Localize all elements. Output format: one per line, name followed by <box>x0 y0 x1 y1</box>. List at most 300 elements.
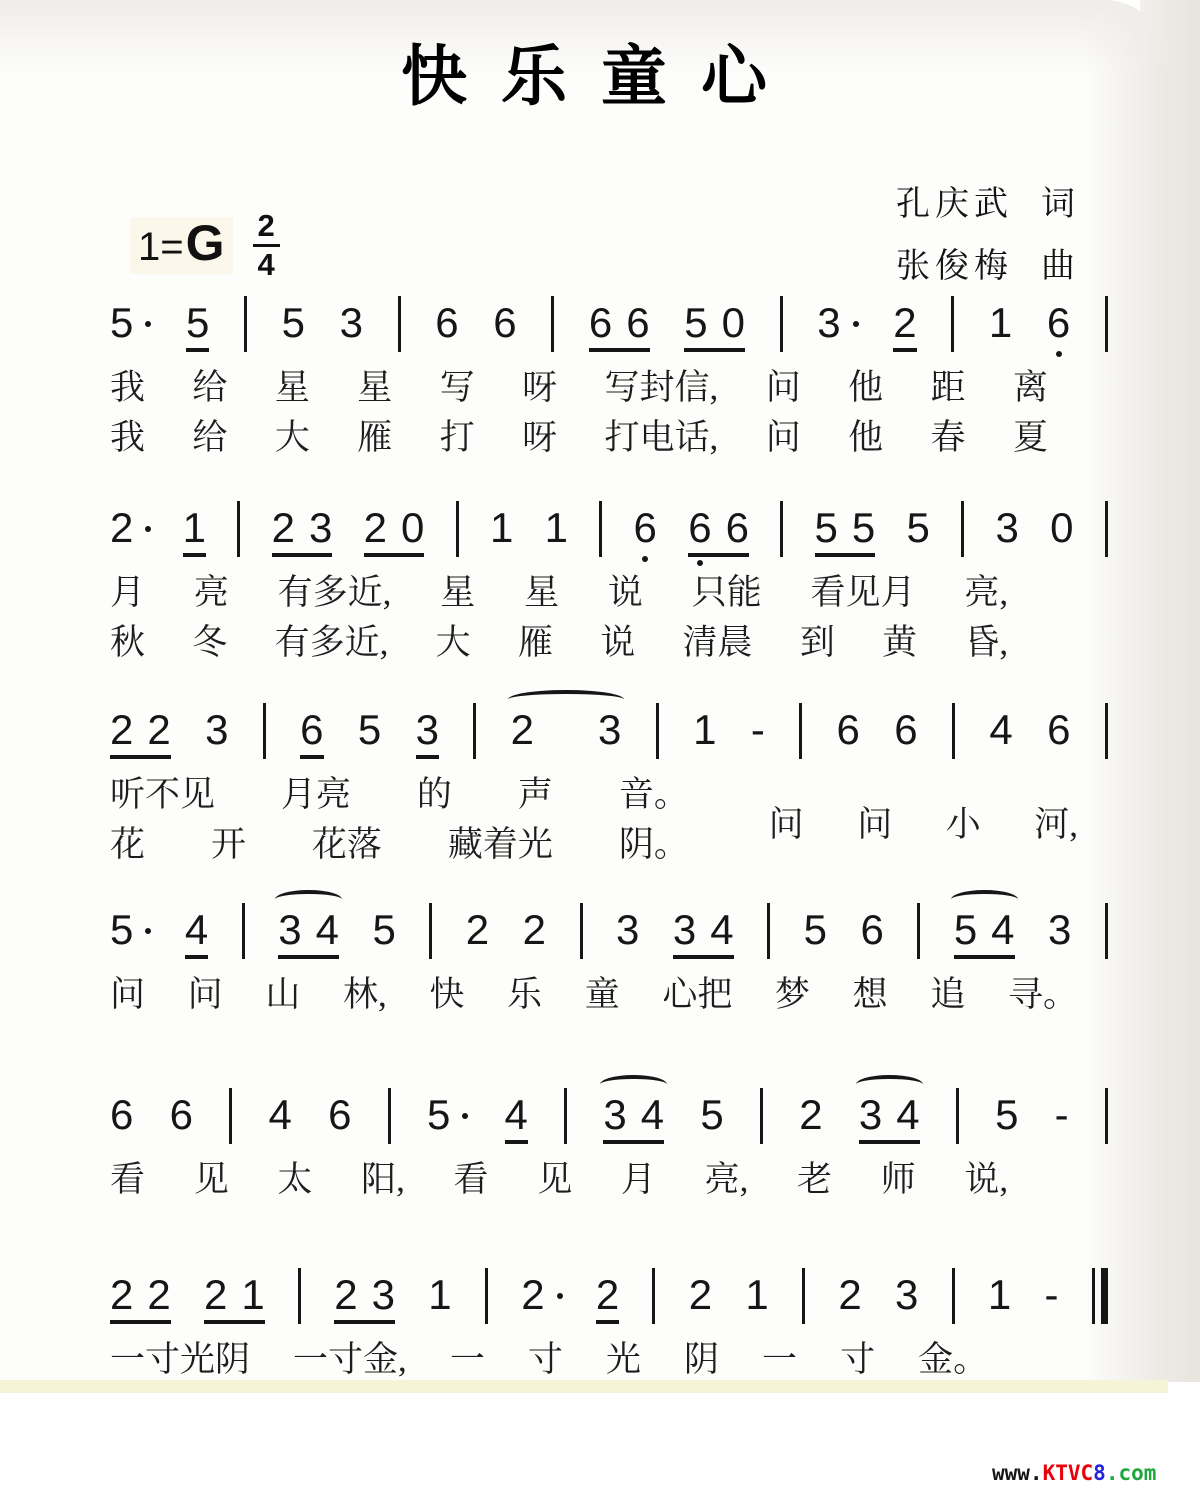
note <box>435 299 459 346</box>
note-digit: 3 <box>995 504 1019 551</box>
note-digit: 0 <box>400 504 425 551</box>
watermark-segment: .com <box>1105 1461 1157 1485</box>
note <box>182 504 207 557</box>
lyric-syllable: 寸 <box>527 1340 563 1379</box>
note-body <box>750 706 765 753</box>
lyric-syllable: 问 <box>765 418 801 458</box>
note <box>814 504 876 557</box>
note <box>544 504 568 551</box>
lyric-syllable: 说, <box>964 1160 1009 1199</box>
note-digit: 3 <box>616 906 640 953</box>
note <box>1044 1271 1059 1318</box>
note-body <box>893 299 917 352</box>
note <box>684 299 745 352</box>
lyric-syllable: 光 <box>605 1340 641 1379</box>
watermark-segment: 8 <box>1093 1461 1106 1485</box>
note-digit: 4 <box>989 706 1013 753</box>
barline <box>242 903 245 959</box>
lyric-syllable: 看 <box>110 1160 146 1199</box>
note-digit: 6 <box>169 1091 193 1138</box>
note-body <box>363 504 425 557</box>
note-body <box>987 1271 1012 1318</box>
barline <box>237 501 240 557</box>
note-digit: - <box>750 706 765 753</box>
note-digit: 2 <box>522 906 547 953</box>
lyric-syllable: 问 <box>765 368 801 407</box>
lyricist-name: 孔庆武 <box>896 186 1013 223</box>
lyric-syllable: 写封信, <box>604 368 719 407</box>
note-digit: 5 <box>906 504 930 551</box>
note-body <box>339 299 363 346</box>
lyric-syllable: 梦 <box>775 975 811 1014</box>
note-digit: 2 <box>688 1271 713 1318</box>
note <box>799 1091 823 1138</box>
lyric-syllable: 清晨 <box>682 623 753 663</box>
note-digit: 5 <box>281 299 305 346</box>
note <box>493 299 517 346</box>
barline <box>952 1268 955 1324</box>
note-digit: 6 <box>688 504 712 551</box>
note <box>893 299 917 352</box>
note-digit: 5 <box>814 504 838 551</box>
note-digit: 3 <box>205 706 229 753</box>
note-digit: 2 <box>363 504 387 551</box>
note-digit: 6 <box>300 706 324 753</box>
note <box>415 706 439 759</box>
barline <box>473 703 476 759</box>
lyric-syllable: 他 <box>848 368 884 407</box>
note-body <box>894 706 918 753</box>
note <box>204 1271 265 1324</box>
barline <box>564 1088 567 1144</box>
note-body <box>836 706 860 753</box>
augmentation-dot <box>145 321 151 327</box>
lyric-syllable: 小 <box>945 805 981 844</box>
note-digit: 3 <box>339 299 363 346</box>
note <box>995 504 1019 551</box>
lyric-syllable: 河, <box>1034 805 1079 844</box>
note <box>860 906 884 953</box>
note-body <box>110 504 134 551</box>
note-digit: 5 <box>426 1091 451 1138</box>
note-digit: 3 <box>598 706 622 753</box>
note-body <box>603 1091 665 1144</box>
music-line <box>110 1074 1108 1200</box>
note-body <box>588 299 650 352</box>
lyric-syllable: 阳, <box>361 1160 405 1199</box>
lyric-syllable: 一 <box>449 1340 485 1379</box>
note <box>688 1271 713 1318</box>
note <box>672 906 734 959</box>
augmentation-dot <box>145 526 151 532</box>
note <box>489 504 514 551</box>
barline <box>767 903 770 959</box>
lyric-syllable: 星 <box>274 368 310 407</box>
lyric-syllable: 星 <box>440 573 476 612</box>
lyric-syllable: 呀 <box>522 418 558 458</box>
barline <box>1105 1088 1108 1144</box>
note-digit: 5 <box>357 706 382 753</box>
barline <box>456 501 459 557</box>
lyric-syllable: 见 <box>537 1160 573 1199</box>
lyrics-row <box>110 623 1008 663</box>
lyric-syllable: 到 <box>799 623 835 663</box>
note-body <box>1046 299 1071 346</box>
watermark-url <box>992 1461 1156 1485</box>
note-digit: 6 <box>1046 299 1071 346</box>
note-body <box>110 906 134 953</box>
lyric-syllable: 写 <box>439 368 475 407</box>
note-body <box>426 1091 451 1138</box>
note-digit: 2 <box>204 1271 228 1318</box>
note-body <box>522 906 547 953</box>
note-digit: 1 <box>241 1271 265 1318</box>
note-body <box>953 906 1015 959</box>
barline <box>780 296 783 352</box>
lyric-syllable: 问 <box>768 805 804 844</box>
lyric-syllable: 声 <box>517 775 553 814</box>
note-body <box>814 504 876 557</box>
lyric-syllable: 阴。 <box>618 825 689 865</box>
note <box>271 504 333 557</box>
note-digit: 4 <box>896 1091 920 1138</box>
note <box>1050 504 1074 551</box>
lyric-syllable: 有多近, <box>277 573 392 612</box>
lyric-syllable: 太 <box>277 1160 313 1199</box>
barline <box>580 903 583 959</box>
note-digit: 3 <box>371 1271 395 1318</box>
note <box>169 1091 193 1138</box>
note <box>633 504 657 551</box>
note <box>510 706 622 753</box>
barline <box>485 1268 488 1324</box>
note-digit: 1 <box>745 1271 769 1318</box>
note-digit: 5 <box>803 906 827 953</box>
note <box>281 299 305 346</box>
note-digit: 6 <box>836 706 860 753</box>
note-digit: 6 <box>1047 706 1071 753</box>
note <box>1047 706 1071 753</box>
note <box>894 1271 919 1318</box>
lyric-syllable: 一寸金, <box>293 1340 407 1379</box>
note-body <box>745 1271 769 1318</box>
note-body <box>1044 1271 1059 1318</box>
barline <box>961 501 964 557</box>
note <box>186 299 210 352</box>
note-body <box>616 906 640 953</box>
lyrics-row <box>110 825 689 865</box>
barline <box>656 703 659 759</box>
lyric-syllable: 昏, <box>964 623 1009 663</box>
note <box>428 1271 452 1318</box>
note-digit: 2 <box>147 1271 171 1318</box>
note-body <box>684 299 745 352</box>
note-digit: 1 <box>182 504 207 551</box>
note-digit: 0 <box>1050 504 1074 551</box>
lyric-syllable: 他 <box>848 418 884 458</box>
notation-row <box>110 1074 1108 1144</box>
note-digit: 2 <box>893 299 917 346</box>
note-body <box>838 1271 862 1318</box>
lyric-syllable: 星 <box>524 573 560 612</box>
barline <box>244 296 247 352</box>
lyric-syllable: 一 <box>762 1340 798 1379</box>
lyric-syllable: 有多近, <box>274 623 389 663</box>
lyric-syllable: 秋 <box>110 623 146 663</box>
lyrics-row <box>110 775 689 815</box>
note <box>693 706 717 753</box>
note-digit: - <box>1054 1091 1069 1138</box>
note-digit: 2 <box>521 1271 545 1318</box>
note-digit: 6 <box>860 906 884 953</box>
lyric-syllable: 花落 <box>311 825 382 865</box>
note <box>995 1091 1019 1138</box>
barline <box>1105 703 1108 759</box>
note-digit: 1 <box>428 1271 452 1318</box>
notation-row <box>110 689 1108 759</box>
lyric-syllable: 寻。 <box>1007 975 1078 1014</box>
lyric-syllable: 音。 <box>618 775 689 814</box>
lyrics-row <box>110 573 1008 613</box>
note <box>858 1091 920 1144</box>
note-body <box>415 706 439 759</box>
note-body <box>334 1271 395 1324</box>
music-line <box>110 282 1108 459</box>
lyric-syllable: 说 <box>607 573 643 612</box>
note-digit: 5 <box>995 1091 1019 1138</box>
song-title: 快乐童心 <box>401 41 801 114</box>
lyric-syllable: 问 <box>110 975 146 1014</box>
barline <box>951 296 954 352</box>
lyric-syllable: 花 <box>110 825 146 865</box>
lyric-syllable: 看见月 <box>810 573 916 612</box>
lyric-syllable: 乐 <box>507 975 543 1014</box>
lyrics-row <box>110 1340 988 1380</box>
note <box>988 299 1013 346</box>
note <box>745 1271 769 1318</box>
note-digit: 6 <box>328 1091 352 1138</box>
note <box>110 504 151 551</box>
lyric-syllable: 藏着光 <box>447 825 553 865</box>
note-digit: 4 <box>504 1091 528 1138</box>
note <box>817 299 858 346</box>
note-body <box>357 706 382 753</box>
lyric-syllable: 给 <box>192 418 228 458</box>
lyric-syllable: 寸 <box>840 1340 876 1379</box>
notation-row <box>110 487 1108 557</box>
note-digit: 1 <box>693 706 717 753</box>
note <box>522 906 547 953</box>
note-body <box>521 1271 545 1318</box>
lyric-syllable: 快 <box>429 975 465 1014</box>
note-digit: 3 <box>858 1091 883 1138</box>
barline <box>398 296 401 352</box>
note-body <box>1050 504 1074 551</box>
note-body <box>205 706 229 753</box>
lyric-syllable: 雁 <box>357 418 393 458</box>
note-body <box>633 504 657 551</box>
note-digit: 6 <box>110 1091 134 1138</box>
note-digit: 1 <box>988 299 1013 346</box>
lyric-syllable: 山 <box>265 975 301 1014</box>
composer-name: 张俊梅 <box>896 248 1013 285</box>
note-body <box>860 906 884 953</box>
note-digit: 6 <box>435 299 459 346</box>
note <box>894 706 918 753</box>
note <box>803 906 827 953</box>
lyric-syllable: 雁 <box>517 623 553 663</box>
note-digit: 4 <box>315 906 339 953</box>
note-body <box>688 1271 713 1318</box>
note-body <box>995 504 1019 551</box>
note <box>268 1091 292 1138</box>
lyric-syllable: 老 <box>797 1160 833 1199</box>
note <box>838 1271 862 1318</box>
lyric-syllable: 打 <box>439 418 475 458</box>
lyric-syllable: 只能 <box>691 573 762 612</box>
note-body <box>435 299 459 346</box>
key-prefix: 1= <box>138 225 184 270</box>
note <box>300 706 324 759</box>
note-digit: 3 <box>278 906 302 953</box>
note <box>110 906 151 953</box>
barline <box>599 501 602 557</box>
lyric-syllable: 阴 <box>683 1340 719 1379</box>
lyric-syllable: 我 <box>110 368 146 407</box>
note-body <box>510 706 622 753</box>
lyric-syllable: 给 <box>192 368 228 407</box>
note-body <box>693 706 717 753</box>
note-digit: 5 <box>110 906 134 953</box>
note <box>465 906 490 953</box>
notation-row <box>110 889 1108 959</box>
note <box>205 706 229 753</box>
key-tonic: G <box>185 215 225 272</box>
note-digit: 2 <box>334 1271 358 1318</box>
note-digit: 3 <box>894 1271 919 1318</box>
note-body <box>268 1091 292 1138</box>
note <box>184 906 209 959</box>
note <box>339 299 363 346</box>
note-digit: 1 <box>489 504 514 551</box>
lyric-syllable: 黄 <box>882 623 918 663</box>
note-body <box>688 504 749 557</box>
note-digit: 4 <box>268 1091 292 1138</box>
note-digit: 2 <box>110 706 134 753</box>
note-digit: 2 <box>147 706 171 753</box>
augmentation-dot <box>853 321 859 327</box>
lyric-syllable: 冬 <box>192 623 228 663</box>
music-line <box>110 1254 1108 1380</box>
meter-numerator: 2 <box>253 210 280 247</box>
note-body <box>1048 906 1072 953</box>
lyric-syllable: 的 <box>416 775 452 814</box>
note-digit: 6 <box>626 299 650 346</box>
note-digit: 2 <box>595 1271 620 1318</box>
note <box>110 1271 171 1324</box>
notation-row <box>110 282 1108 352</box>
lyric-syllable: 月亮 <box>280 775 351 814</box>
barline <box>917 903 920 959</box>
lyric-syllable: 大 <box>274 418 310 458</box>
note-digit: 3 <box>415 706 439 753</box>
barline <box>799 703 802 759</box>
note <box>426 1091 468 1138</box>
note <box>110 1091 134 1138</box>
note-body <box>700 1091 724 1138</box>
note-digit: 1 <box>544 504 568 551</box>
barline <box>952 703 955 759</box>
note-body <box>186 299 210 352</box>
note-body <box>204 1271 265 1324</box>
augmentation-dot <box>462 1113 468 1119</box>
lyric-syllable: 距 <box>930 368 966 407</box>
note-body <box>799 1091 823 1138</box>
barline <box>298 1268 301 1324</box>
music-line <box>110 689 1108 866</box>
note <box>1048 906 1072 953</box>
note-body <box>182 504 207 557</box>
note <box>688 504 749 557</box>
final-barline-thick <box>1101 1268 1108 1324</box>
notation-row <box>110 1254 1108 1324</box>
lyric-syllable: 听不见 <box>110 775 216 814</box>
note <box>372 906 396 953</box>
note-digit: 2 <box>110 504 134 551</box>
note-digit: 6 <box>588 299 613 346</box>
lyric-syllable: 月 <box>110 573 146 612</box>
note-body <box>110 299 134 346</box>
note-digit: 4 <box>640 1091 665 1138</box>
note-digit: 3 <box>817 299 841 346</box>
lyric-syllable: 问 <box>187 975 223 1014</box>
lyrics-row <box>110 368 1048 408</box>
lyrics-row <box>110 1160 1008 1200</box>
lyrics-row <box>110 975 1078 1015</box>
note <box>521 1271 562 1318</box>
note-body <box>544 504 568 551</box>
note-digit: 5 <box>186 299 210 346</box>
music-line <box>110 889 1108 1015</box>
note-body <box>271 504 333 557</box>
note-body <box>110 706 171 759</box>
note <box>750 706 765 753</box>
lyric-syllable: 亮, <box>704 1160 749 1199</box>
note-digit: 5 <box>372 906 396 953</box>
note-body <box>988 299 1013 346</box>
note-digit: - <box>1044 1271 1059 1318</box>
note <box>357 706 382 753</box>
note-body <box>465 906 490 953</box>
note-body <box>169 1091 193 1138</box>
note <box>1054 1091 1069 1138</box>
note-body <box>894 1271 919 1318</box>
note <box>110 706 171 759</box>
note <box>595 1271 620 1324</box>
note-body <box>595 1271 620 1324</box>
lyric-syllable: 我 <box>110 418 146 458</box>
note-digit: 4 <box>184 906 209 953</box>
lyric-syllable: 问 <box>857 805 893 844</box>
note-body <box>278 906 339 959</box>
note-body <box>995 1091 1019 1138</box>
note-body <box>1047 706 1071 753</box>
note-digit: 2 <box>110 1271 134 1318</box>
note-digit: 6 <box>894 706 918 753</box>
note-digit: 3 <box>1048 906 1072 953</box>
note-body <box>817 299 841 346</box>
note-body <box>906 504 930 551</box>
